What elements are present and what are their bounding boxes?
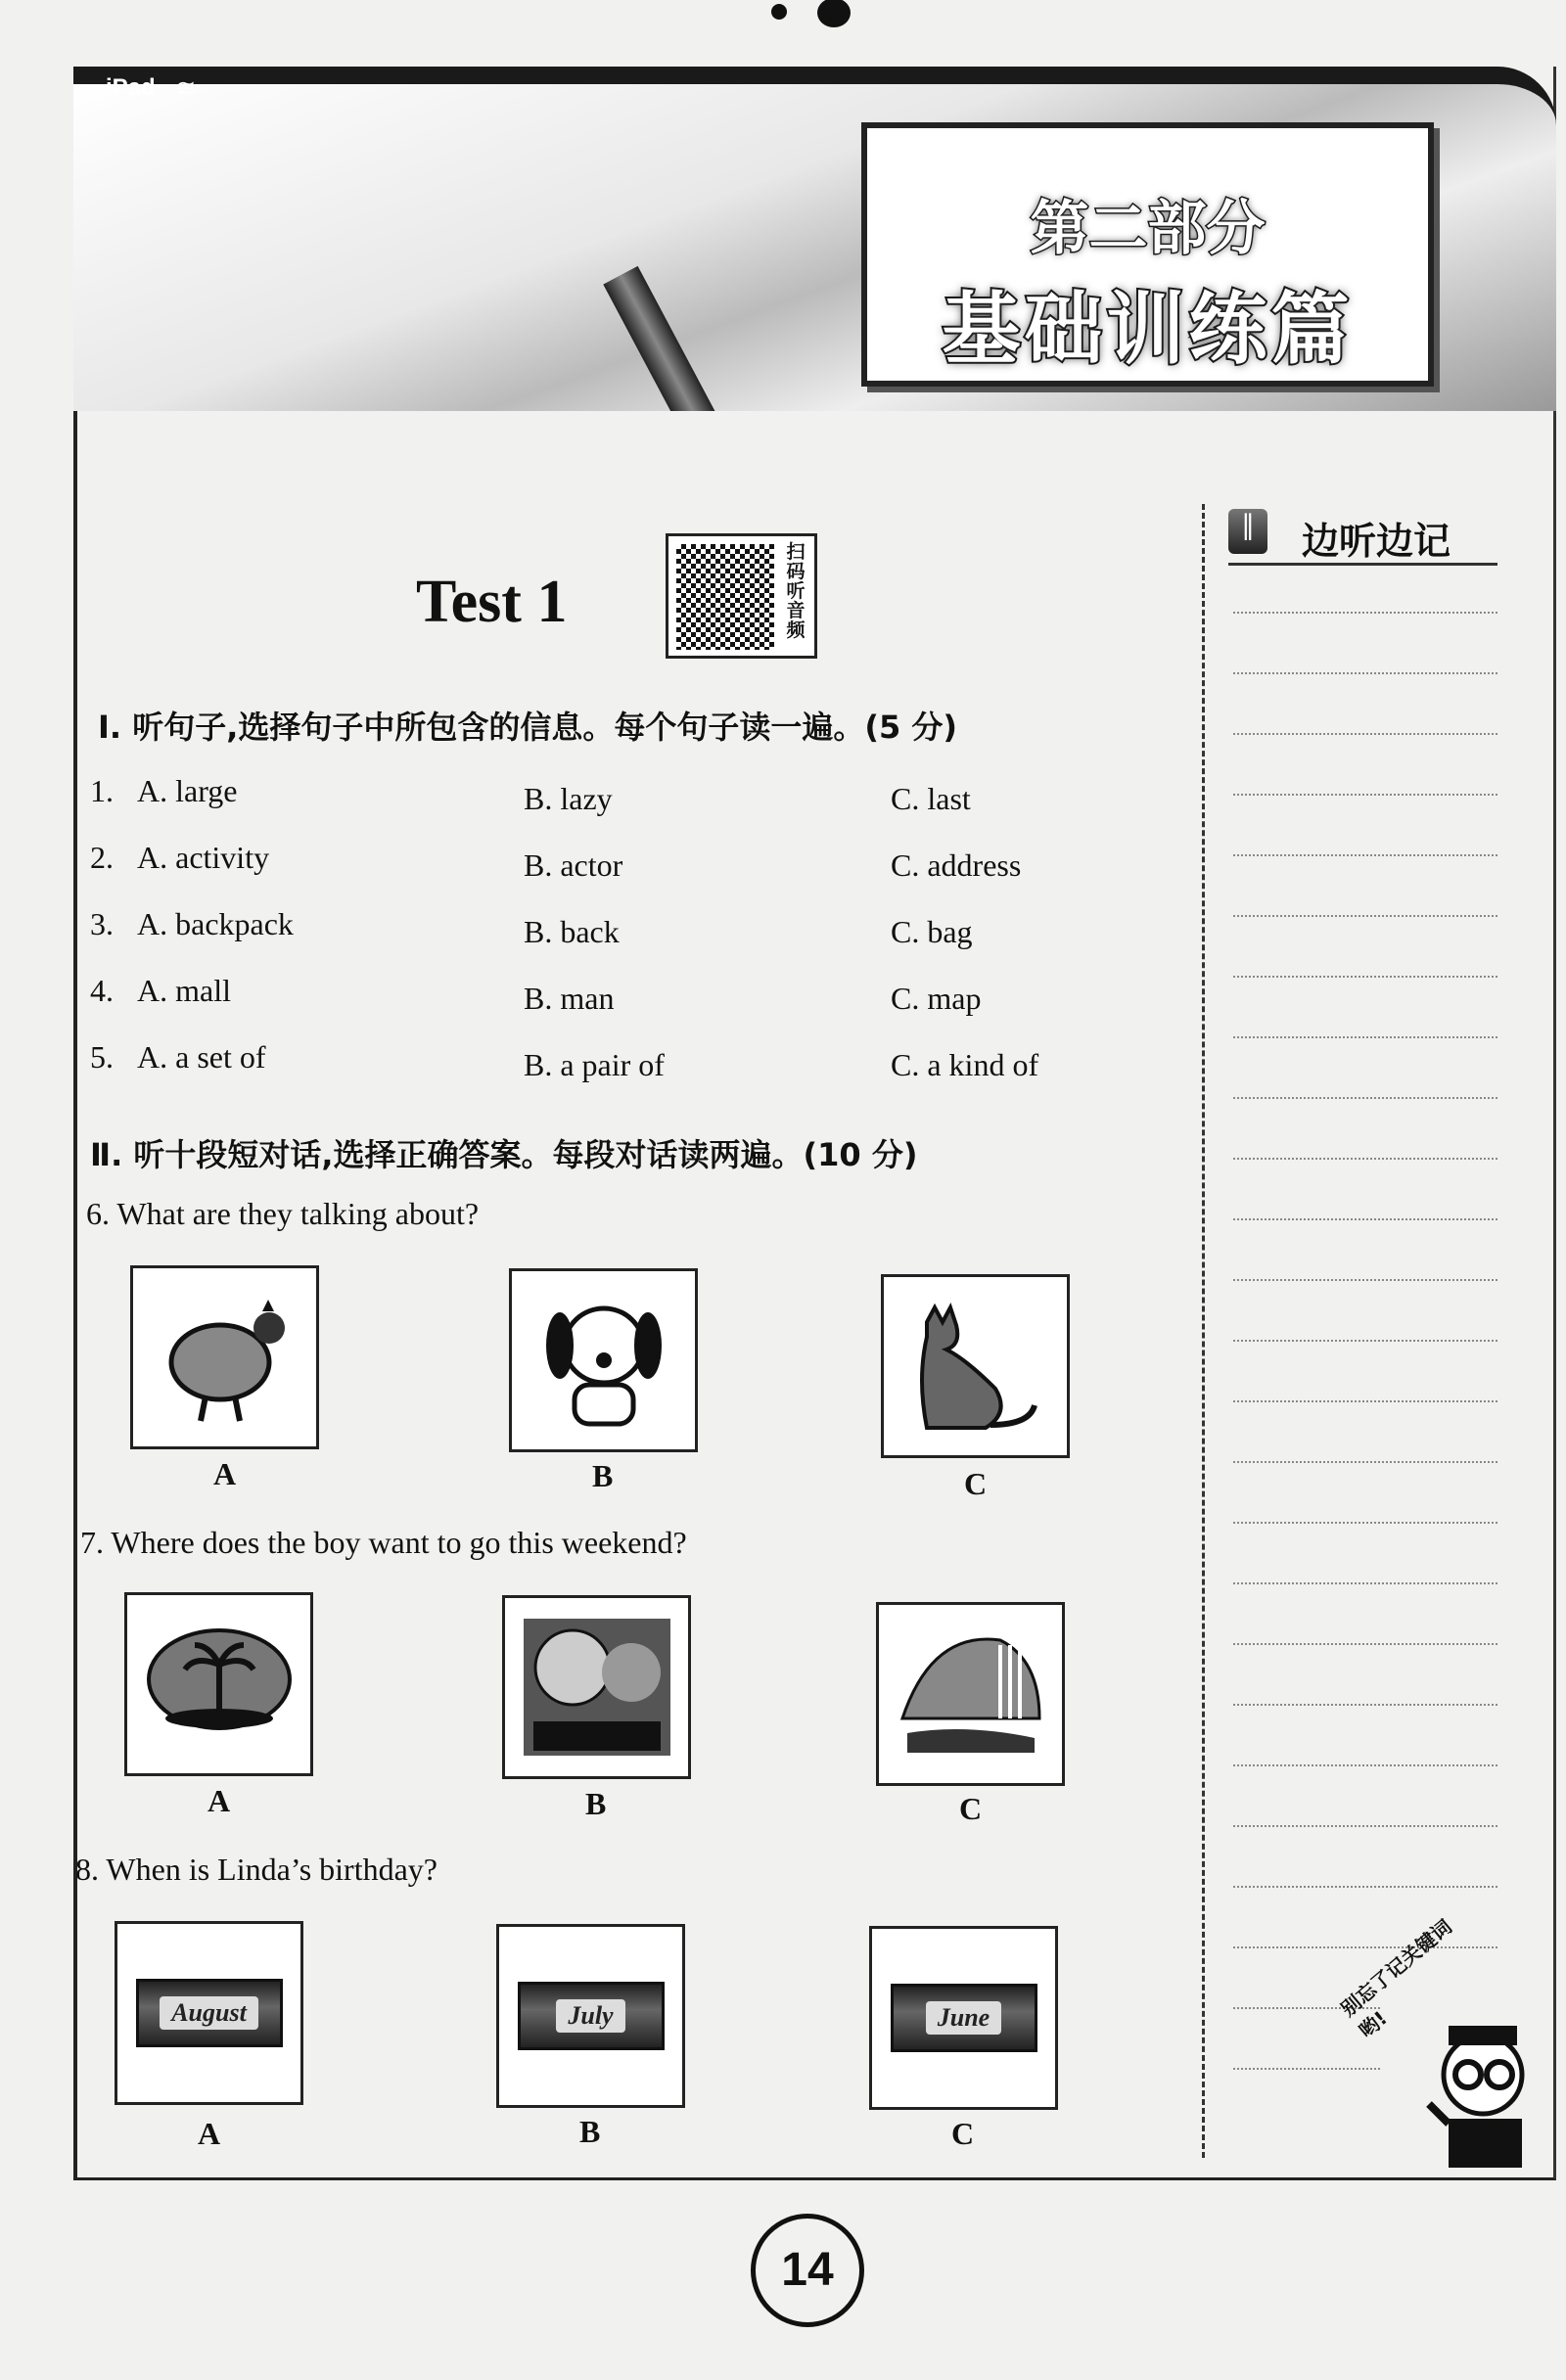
note-line: [1233, 1097, 1497, 1099]
answer-option-a[interactable]: A. large: [137, 773, 238, 808]
cat-icon: [898, 1293, 1054, 1440]
note-line: [1233, 794, 1497, 796]
waterfall-icon: [893, 1621, 1049, 1767]
note-line: [1233, 854, 1497, 856]
option-label: B: [592, 1458, 614, 1493]
note-line: [1233, 1340, 1497, 1342]
question-7: 7. Where does the boy want to go this weekend?: [80, 1525, 687, 1560]
page-number: 14: [751, 2214, 864, 2327]
device-label: iPad: [106, 74, 156, 101]
wifi-icon: ≋: [176, 76, 197, 102]
calendar-icon: [136, 1979, 283, 2047]
note-line: [1233, 672, 1497, 674]
answer-option-b[interactable]: B. back: [524, 914, 620, 949]
note-line: [1233, 1825, 1497, 1827]
note-line: [1233, 976, 1497, 978]
answer-option-a[interactable]: A. activity: [137, 840, 270, 875]
hen-icon: [147, 1284, 303, 1431]
island-icon: [141, 1611, 298, 1758]
option-label: B: [585, 1786, 607, 1821]
sidebar-divider: [1202, 504, 1205, 2158]
answer-option-c[interactable]: C. bag: [891, 914, 973, 949]
mascot: [1336, 1914, 1546, 2177]
qr-label: 扫码听音频: [786, 541, 806, 641]
mascot-caption: 别忘了记关键词哟!: [1336, 1914, 1456, 2043]
question-number: 1.: [90, 773, 114, 808]
pencil-icon: ∥: [1228, 509, 1267, 554]
option-image-cat[interactable]: [881, 1274, 1070, 1458]
section-2-heading: Ⅱ. 听十段短对话,选择正确答案。每段对话读两遍。(10 分): [90, 1136, 918, 1173]
note-line: [1233, 1704, 1497, 1706]
option-image-puppy[interactable]: [509, 1268, 698, 1452]
answer-option-c[interactable]: C. a kind of: [891, 1047, 1039, 1082]
answer-option-b[interactable]: B. man: [524, 981, 615, 1016]
question-number: 3.: [90, 906, 114, 941]
mascot-icon: [1390, 1996, 1546, 2173]
question-8: 8. When is Linda’s birthday?: [75, 1852, 438, 1887]
option-label: C: [951, 2116, 975, 2151]
answer-option-a[interactable]: A. mall: [137, 973, 231, 1008]
option-label: B: [579, 2114, 601, 2149]
note-line: [1233, 1886, 1497, 1888]
note-line: [1233, 1036, 1497, 1038]
month-label: August: [160, 1996, 258, 2030]
note-line: [1233, 1582, 1497, 1584]
option-label: C: [959, 1791, 983, 1826]
sidebar-title: 边听边记: [1302, 520, 1451, 563]
option-image-forest[interactable]: [502, 1595, 691, 1779]
calendar-icon: [518, 1982, 665, 2050]
note-line: [1233, 733, 1497, 735]
part-title-box: [861, 122, 1434, 387]
option-label: A: [198, 2116, 221, 2151]
note-line: [1233, 1643, 1497, 1645]
note-line: [1233, 2068, 1380, 2070]
section-title: 基础训练篇: [942, 284, 1354, 375]
question-number: 4.: [90, 973, 114, 1008]
question-number: 2.: [90, 840, 114, 875]
puppy-icon: [526, 1287, 682, 1434]
forest-icon: [519, 1614, 675, 1761]
note-line: [1233, 1218, 1497, 1220]
option-image-island[interactable]: [124, 1592, 313, 1776]
option-image-july[interactable]: [496, 1924, 685, 2108]
question-6: 6. What are they talking about?: [86, 1196, 480, 1231]
binding-hole: [771, 4, 787, 20]
note-line: [1233, 1400, 1497, 1402]
part-label: 第二部分: [1030, 195, 1266, 263]
option-label: A: [207, 1783, 231, 1818]
binding-hole: [817, 0, 851, 27]
answer-option-a[interactable]: A. a set of: [137, 1039, 266, 1075]
page-title: Test 1: [416, 569, 568, 635]
option-image-hen[interactable]: [130, 1265, 319, 1449]
option-label: A: [213, 1456, 237, 1491]
answer-option-c[interactable]: C. address: [891, 847, 1022, 883]
answer-option-a[interactable]: A. backpack: [137, 906, 294, 941]
qr-code-image: [676, 544, 774, 650]
note-line: [1233, 612, 1497, 614]
note-line: [1233, 1461, 1497, 1463]
question-number: 5.: [90, 1039, 114, 1075]
option-image-waterfall[interactable]: [876, 1602, 1065, 1786]
note-line: [1233, 1764, 1497, 1766]
note-line: [1233, 1279, 1497, 1281]
answer-option-b[interactable]: B. a pair of: [524, 1047, 665, 1082]
answer-option-c[interactable]: C. map: [891, 981, 982, 1016]
qr-code[interactable]: [666, 533, 817, 659]
month-label: July: [556, 1999, 624, 2033]
note-line: [1233, 1158, 1497, 1160]
sidebar-title-underline: [1228, 563, 1497, 566]
section-1-heading: Ⅰ. 听句子,选择句子中所包含的信息。每个句子读一遍。(5 分): [98, 709, 958, 746]
option-image-august[interactable]: [115, 1921, 303, 2105]
answer-option-b[interactable]: B. actor: [524, 847, 623, 883]
note-line: [1233, 915, 1497, 917]
month-label: June: [926, 2001, 1001, 2035]
answer-option-b[interactable]: B. lazy: [524, 781, 613, 816]
note-line: [1233, 1522, 1497, 1524]
pen-illustration: [603, 266, 757, 411]
calendar-icon: [891, 1984, 1037, 2052]
answer-option-c[interactable]: C. last: [891, 781, 971, 816]
option-label: C: [964, 1466, 988, 1501]
option-image-june[interactable]: [869, 1926, 1058, 2110]
